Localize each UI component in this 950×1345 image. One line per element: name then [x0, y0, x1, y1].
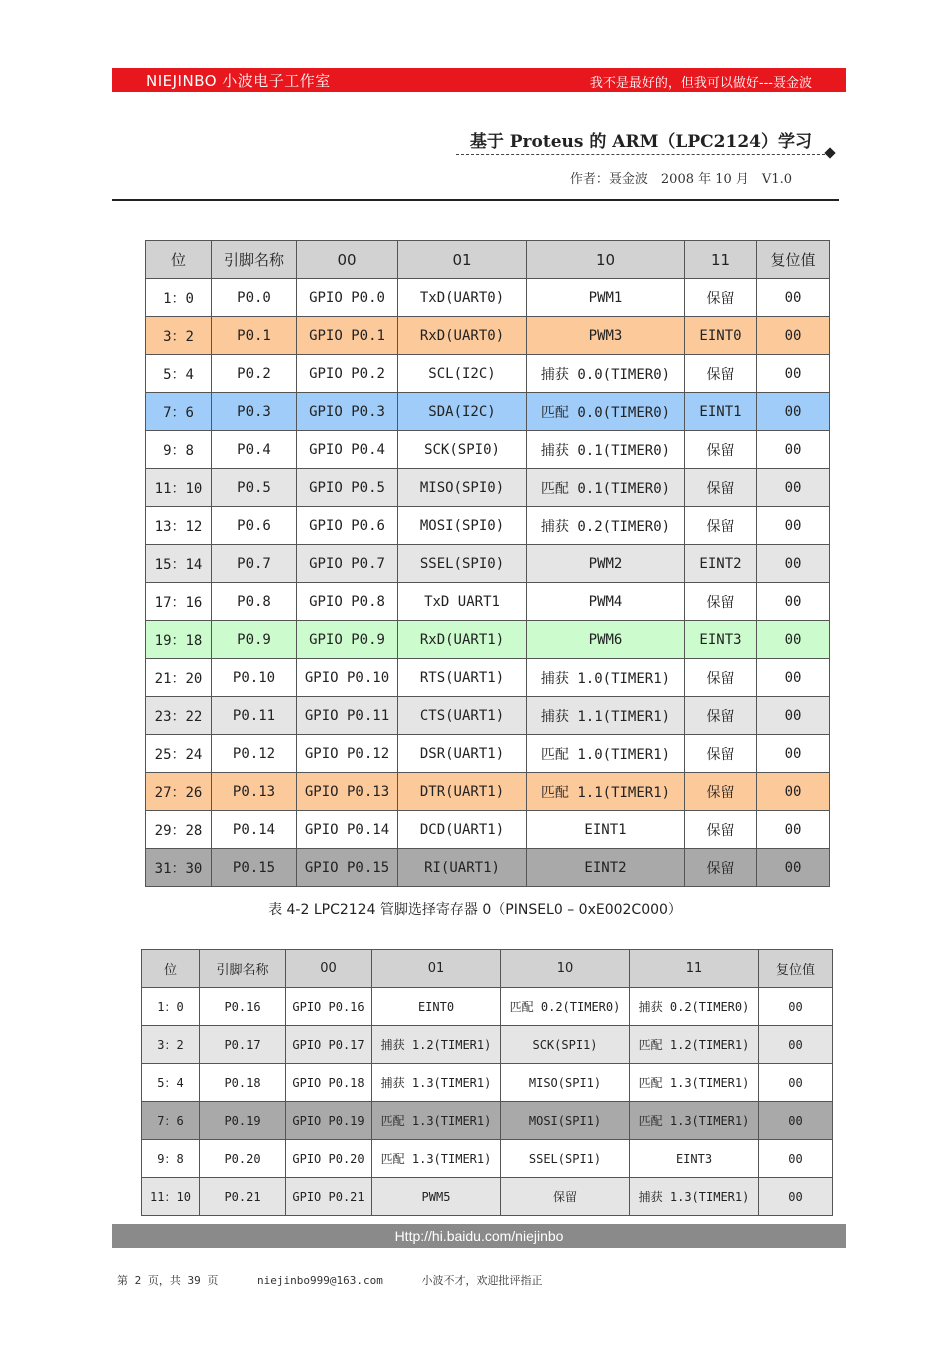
table-row — [146, 317, 830, 355]
title-underline — [456, 154, 830, 155]
table-cell: 00 — [759, 988, 833, 1026]
table-cell: EINT3 — [685, 621, 757, 659]
pinsel1-table — [141, 949, 833, 1216]
table-cell: 匹配 1.2(TIMER1) — [630, 1026, 759, 1064]
table-cell: 保留 — [685, 659, 757, 697]
table-cell: 保留 — [685, 355, 757, 393]
table-cell: 匹配 0.2(TIMER0) — [501, 988, 630, 1026]
header-bar — [112, 68, 846, 92]
table-cell: 保留 — [685, 583, 757, 621]
table-cell: EINT0 — [685, 317, 757, 355]
table-cell: 11：10 — [146, 469, 212, 507]
table-cell: GPIO P0.5 — [297, 469, 398, 507]
table-cell: GPIO P0.20 — [286, 1140, 372, 1178]
table-cell: 00 — [757, 355, 830, 393]
table-cell: P0.15 — [212, 849, 297, 887]
table-cell: MISO(SPI1) — [501, 1064, 630, 1102]
table-cell: P0.17 — [200, 1026, 286, 1064]
table-cell: P0.11 — [212, 697, 297, 735]
table-cell: PWM5 — [372, 1178, 501, 1216]
table-cell: MOSI(SPI0) — [398, 507, 527, 545]
header-cell: 位 — [146, 241, 212, 279]
table-cell: SSEL(SPI1) — [501, 1140, 630, 1178]
table-cell: P0.14 — [212, 811, 297, 849]
table-row — [142, 1140, 833, 1178]
table-cell: CTS(UART1) — [398, 697, 527, 735]
blog-link[interactable]: Http://hi.baidu.com/niejinbo — [394, 1228, 564, 1244]
table-cell: GPIO P0.15 — [297, 849, 398, 887]
table-row — [146, 697, 830, 735]
table-cell: 捕获 0.0(TIMER0) — [527, 355, 685, 393]
table-cell: P0.16 — [200, 988, 286, 1026]
header-cell: 复位值 — [757, 241, 830, 279]
author-line: 作者：聂金波 2008 年 10 月 V1.0 — [569, 172, 792, 187]
table-cell: GPIO P0.1 — [297, 317, 398, 355]
table-cell: RxD(UART0) — [398, 317, 527, 355]
table-cell: GPIO P0.14 — [297, 811, 398, 849]
table-cell: 25：24 — [146, 735, 212, 773]
table-row — [146, 469, 830, 507]
table-cell: SDA(I2C) — [398, 393, 527, 431]
table-cell: GPIO P0.10 — [297, 659, 398, 697]
table-cell: 27：26 — [146, 773, 212, 811]
table-cell: 00 — [759, 1178, 833, 1216]
table-cell: P0.2 — [212, 355, 297, 393]
table-cell: 31：30 — [146, 849, 212, 887]
table-cell: GPIO P0.21 — [286, 1178, 372, 1216]
table-cell: GPIO P0.16 — [286, 988, 372, 1026]
table-row — [146, 583, 830, 621]
table-cell: EINT1 — [685, 393, 757, 431]
table-cell: 00 — [757, 507, 830, 545]
table-cell: 保留 — [685, 507, 757, 545]
table-cell: 23：22 — [146, 697, 212, 735]
table-cell: 11：10 — [142, 1178, 200, 1216]
table-row — [146, 545, 830, 583]
table-row — [146, 811, 830, 849]
page-footer — [117, 1272, 574, 1288]
table-cell: PWM6 — [527, 621, 685, 659]
table-cell: P0.9 — [212, 621, 297, 659]
table-cell: 00 — [757, 583, 830, 621]
header-cell: 11 — [685, 241, 757, 279]
table-caption: 表 4-2 LPC2124 管脚选择寄存器 0（PINSEL0 – 0xE002C000） — [268, 902, 682, 918]
table-cell: EINT1 — [527, 811, 685, 849]
table-cell: 00 — [759, 1064, 833, 1102]
table-cell: 00 — [757, 393, 830, 431]
table-cell: 保留 — [685, 773, 757, 811]
header-cell: 位 — [142, 950, 200, 988]
table-row — [146, 507, 830, 545]
table-cell: 保留 — [685, 469, 757, 507]
header-cell: 00 — [297, 241, 398, 279]
table-row — [142, 1178, 833, 1216]
table-cell: PWM4 — [527, 583, 685, 621]
table-cell: GPIO P0.17 — [286, 1026, 372, 1064]
table-cell: TxD UART1 — [398, 583, 527, 621]
table-cell: P0.13 — [212, 773, 297, 811]
document-title: 基于 Proteus 的 ARM（LPC2124）学习 — [469, 132, 812, 152]
header-cell: 11 — [630, 950, 759, 988]
table-cell: 匹配 1.3(TIMER1) — [630, 1064, 759, 1102]
header-cell: 01 — [398, 241, 527, 279]
table-cell: GPIO P0.0 — [297, 279, 398, 317]
table-row — [146, 735, 830, 773]
table-cell: EINT0 — [372, 988, 501, 1026]
table-cell: 捕获 1.0(TIMER1) — [527, 659, 685, 697]
table-cell: 保留 — [685, 697, 757, 735]
table-cell: P0.20 — [200, 1140, 286, 1178]
table-cell: P0.3 — [212, 393, 297, 431]
header-cell: 00 — [286, 950, 372, 988]
table-cell: GPIO P0.3 — [297, 393, 398, 431]
pinsel0-table — [145, 240, 830, 887]
table-cell: P0.7 — [212, 545, 297, 583]
table-cell: TxD(UART0) — [398, 279, 527, 317]
table-cell: P0.18 — [200, 1064, 286, 1102]
table-cell: GPIO P0.12 — [297, 735, 398, 773]
table-cell: GPIO P0.4 — [297, 431, 398, 469]
table-row — [146, 849, 830, 887]
table-cell: SCK(SPI0) — [398, 431, 527, 469]
table-cell: P0.19 — [200, 1102, 286, 1140]
table-row — [146, 659, 830, 697]
table-cell: 00 — [757, 469, 830, 507]
table-cell: 捕获 0.2(TIMER0) — [527, 507, 685, 545]
table-cell: GPIO P0.8 — [297, 583, 398, 621]
table-cell: 21：20 — [146, 659, 212, 697]
table-cell: 匹配 0.0(TIMER0) — [527, 393, 685, 431]
table-row — [146, 393, 830, 431]
table-cell: 13：12 — [146, 507, 212, 545]
table-cell: 00 — [757, 317, 830, 355]
table-cell: 29：28 — [146, 811, 212, 849]
studio-name: NIEJINBO 小波电子工作室 — [146, 72, 331, 90]
table-cell: 00 — [757, 811, 830, 849]
table-cell: GPIO P0.18 — [286, 1064, 372, 1102]
table-cell: 00 — [757, 735, 830, 773]
table-cell: 17：16 — [146, 583, 212, 621]
table-cell: 匹配 1.3(TIMER1) — [372, 1140, 501, 1178]
table-cell: 保留 — [685, 849, 757, 887]
table-cell: P0.8 — [212, 583, 297, 621]
table-cell: 00 — [759, 1102, 833, 1140]
table-cell: GPIO P0.7 — [297, 545, 398, 583]
table-cell: 保留 — [685, 735, 757, 773]
table-cell: 7：6 — [146, 393, 212, 431]
table-cell: RI(UART1) — [398, 849, 527, 887]
footer-url-bar — [112, 1224, 846, 1248]
table-cell: 捕获 0.1(TIMER0) — [527, 431, 685, 469]
table-row — [142, 1026, 833, 1064]
table-cell: 00 — [757, 773, 830, 811]
table-cell: 15：14 — [146, 545, 212, 583]
table-cell: 00 — [757, 621, 830, 659]
page-number: 第 2 页，共 39 页 — [117, 1274, 219, 1287]
table-cell: PWM2 — [527, 545, 685, 583]
table-cell: SSEL(SPI0) — [398, 545, 527, 583]
table-cell: P0.4 — [212, 431, 297, 469]
header-cell: 01 — [372, 950, 501, 988]
table-cell: 00 — [759, 1140, 833, 1178]
table-cell: GPIO P0.19 — [286, 1102, 372, 1140]
table-cell: MISO(SPI0) — [398, 469, 527, 507]
table-cell: RxD(UART1) — [398, 621, 527, 659]
table-cell: GPIO P0.9 — [297, 621, 398, 659]
table-row — [142, 1064, 833, 1102]
table-cell: EINT2 — [527, 849, 685, 887]
table-cell: P0.6 — [212, 507, 297, 545]
table-cell: 00 — [757, 659, 830, 697]
table-cell: 保留 — [685, 279, 757, 317]
table-cell: 匹配 1.1(TIMER1) — [527, 773, 685, 811]
table-cell: 9：8 — [142, 1140, 200, 1178]
table-cell: 00 — [759, 1026, 833, 1064]
table-row — [146, 279, 830, 317]
table-cell: GPIO P0.13 — [297, 773, 398, 811]
table-cell: EINT3 — [630, 1140, 759, 1178]
table-cell: 00 — [757, 697, 830, 735]
table-row — [146, 621, 830, 659]
header-cell: 10 — [527, 241, 685, 279]
table-cell: GPIO P0.6 — [297, 507, 398, 545]
table-cell: P0.10 — [212, 659, 297, 697]
table-row — [142, 1102, 833, 1140]
table-row — [146, 355, 830, 393]
table-header-row — [146, 241, 830, 279]
table-cell: 匹配 1.3(TIMER1) — [630, 1102, 759, 1140]
table-cell: GPIO P0.11 — [297, 697, 398, 735]
table-cell: P0.0 — [212, 279, 297, 317]
table-cell: 捕获 1.1(TIMER1) — [527, 697, 685, 735]
table-cell: 保留 — [501, 1178, 630, 1216]
table-cell: 19：18 — [146, 621, 212, 659]
table-cell: 00 — [757, 279, 830, 317]
table-cell: 匹配 1.0(TIMER1) — [527, 735, 685, 773]
table-cell: 捕获 1.3(TIMER1) — [630, 1178, 759, 1216]
table-cell: 5：4 — [142, 1064, 200, 1102]
table-cell: 匹配 1.3(TIMER1) — [372, 1102, 501, 1140]
table-cell: 保留 — [685, 811, 757, 849]
table-cell: EINT2 — [685, 545, 757, 583]
table-cell: P0.1 — [212, 317, 297, 355]
header-cell: 复位值 — [759, 950, 833, 988]
motto: 我不是最好的，但我可以做好---聂金波 — [589, 76, 812, 91]
table-cell: DCD(UART1) — [398, 811, 527, 849]
table-cell: SCK(SPI1) — [501, 1026, 630, 1064]
footer-note: 小波不才，欢迎批评指正 — [421, 1274, 543, 1287]
table-cell: GPIO P0.2 — [297, 355, 398, 393]
table-cell: 7：6 — [142, 1102, 200, 1140]
table-cell: 捕获 1.2(TIMER1) — [372, 1026, 501, 1064]
table-cell: 1：0 — [142, 988, 200, 1026]
table-cell: 3：2 — [142, 1026, 200, 1064]
table-cell: 匹配 0.1(TIMER0) — [527, 469, 685, 507]
table-cell: DTR(UART1) — [398, 773, 527, 811]
header-cell: 引脚名称 — [212, 241, 297, 279]
table-cell: MOSI(SPI1) — [501, 1102, 630, 1140]
table-cell: P0.21 — [200, 1178, 286, 1216]
table-cell: 捕获 0.2(TIMER0) — [630, 988, 759, 1026]
table-cell: 9：8 — [146, 431, 212, 469]
table-cell: 3：2 — [146, 317, 212, 355]
table-cell: P0.12 — [212, 735, 297, 773]
header-cell: 引脚名称 — [200, 950, 286, 988]
table-cell: SCL(I2C) — [398, 355, 527, 393]
table-cell: RTS(UART1) — [398, 659, 527, 697]
header-cell: 10 — [501, 950, 630, 988]
header-divider — [112, 199, 839, 201]
table-cell: P0.5 — [212, 469, 297, 507]
table-cell: 00 — [757, 431, 830, 469]
table-header-row — [142, 950, 833, 988]
table-cell: 保留 — [685, 431, 757, 469]
table-cell: 00 — [757, 849, 830, 887]
table-cell: PWM3 — [527, 317, 685, 355]
table-cell: 捕获 1.3(TIMER1) — [372, 1064, 501, 1102]
table-row — [146, 773, 830, 811]
table-cell: 1：0 — [146, 279, 212, 317]
email-address[interactable]: niejinbo999@163.com — [256, 1274, 383, 1287]
table-cell: 00 — [757, 545, 830, 583]
table-cell: PWM1 — [527, 279, 685, 317]
diamond-icon — [824, 147, 835, 158]
table-cell: 5：4 — [146, 355, 212, 393]
table-cell: DSR(UART1) — [398, 735, 527, 773]
table-row — [146, 431, 830, 469]
table-row — [142, 988, 833, 1026]
